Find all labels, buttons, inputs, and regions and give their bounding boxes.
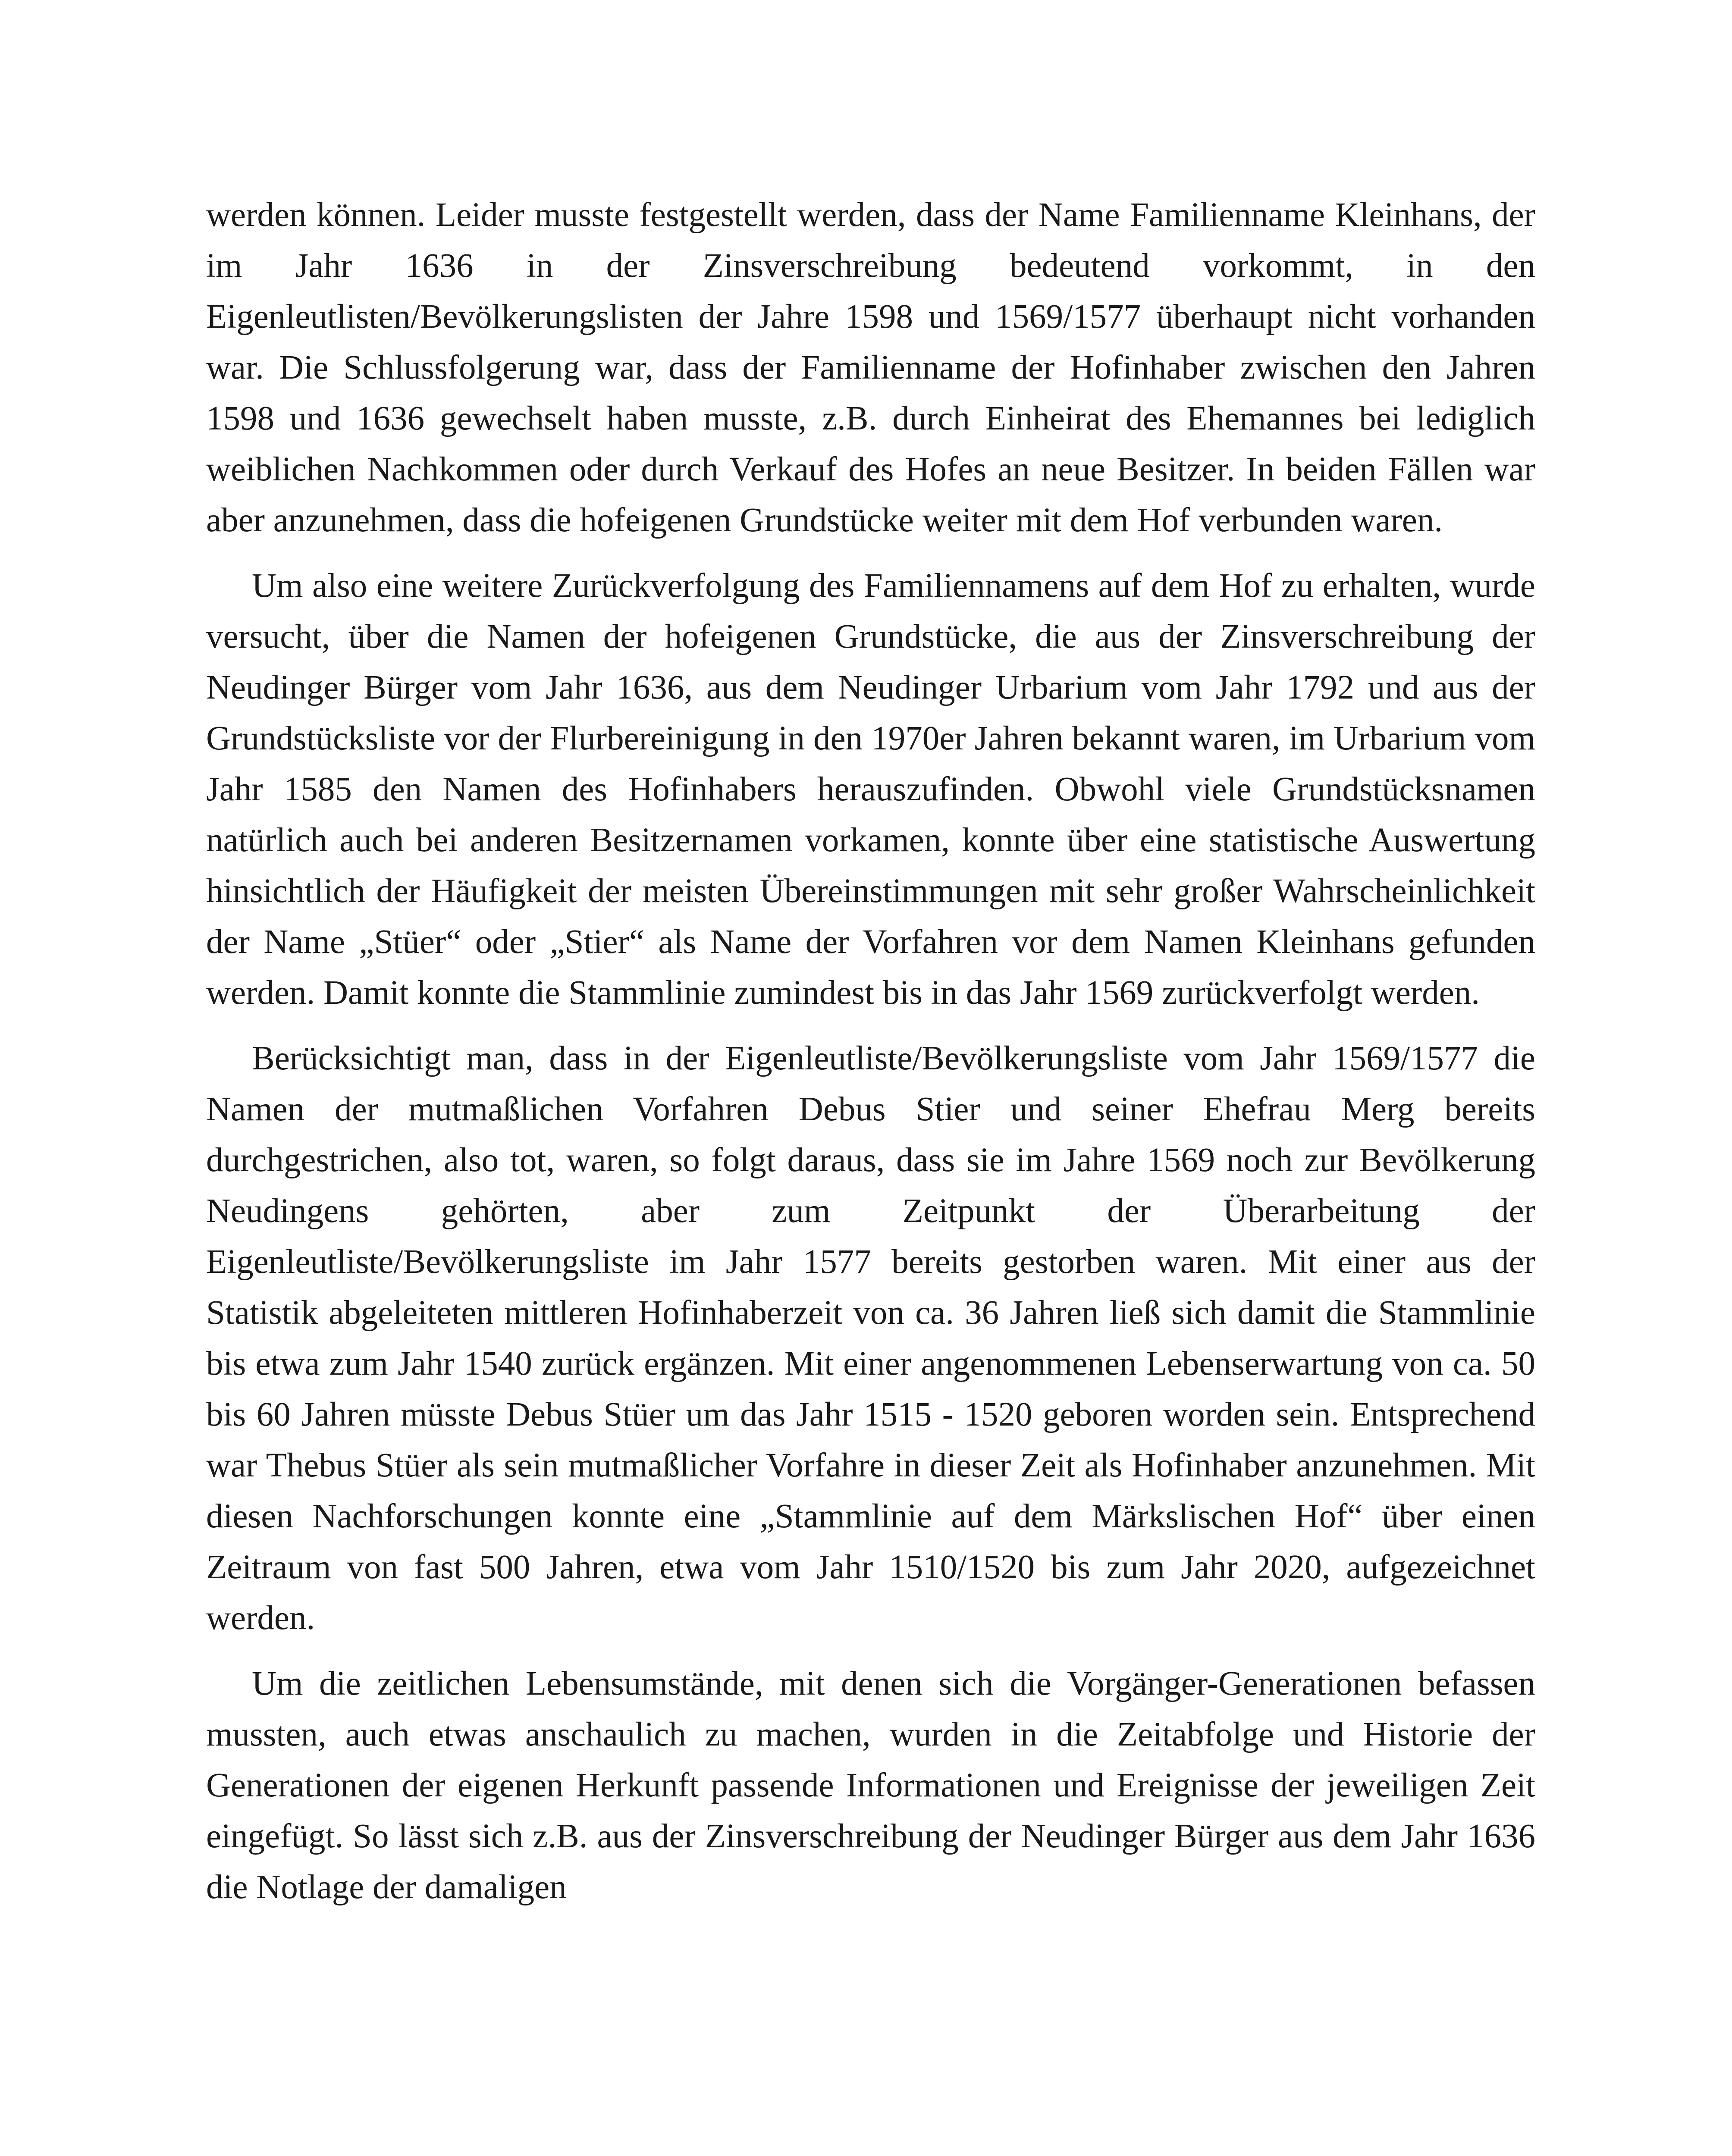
paragraph: werden können. Leider musste festgestellt werden, dass der Name Familienname Kleinhans, der im Jahr 1636 in der Zinsverschreibung bedeutend vorkommt, in den Eigenleutlisten/Bevölkerungslisten der Jahre 1598 und 1569/1577 überhaupt nicht vorhanden war. Die Schlussfolgerung war, dass der Familienname der Hofinhaber zwischen den Jahren 1598 und 1636 gewechselt haben musste, z.B. durch Einheirat des Ehemannes bei lediglich weiblichen Nachkommen oder durch Verkauf des Hofes an neue Besitzer. In beiden Fällen war aber anzunehmen, dass die hofeigenen Grundstücke weiter mit dem Hof verbunden waren. bbox=[206, 196, 1535, 539]
paragraph: Berücksichtigt man, dass in der Eigenleutliste/Bevölkerungsliste vom Jahr 1569/1577 die Namen der mutmaßlichen Vorfahren Debus Stier und seiner Ehefrau Merg bereits durchgestrichen, also tot, waren, so folgt daraus, dass sie im Jahre 1569 noch zur Bevölkerung Neudingens gehörten, aber zum Zeitpunkt der Überarbeitung der Eigenleutliste/Bevölkerungsliste im Jahr 1577 bereits gestorben waren. Mit einer aus der Statistik abgeleiteten mittleren Hofinhaberzeit von ca. 36 Jahren ließ sich damit die Stammlinie bis etwa zum Jahr 1540 zurück ergänzen. Mit einer angenommenen Lebenserwartung von ca. 50 bis 60 Jahren müsste Debus Stüer um das Jahr 1515 - 1520 geboren worden sein. Entsprechend war Thebus Stüer als sein mutmaßlicher Vorfahre in dieser Zeit als Hofinhaber anzunehmen. Mit diesen Nachforschungen konnte eine „Stammlinie auf dem Märkslischen Hof“ über einen Zeitraum von fast 500 Jahren, etwa vom Jahr 1510/1520 bis zum Jahr 2020, aufgezeichnet werden. bbox=[206, 1040, 1535, 1637]
paragraph: Um die zeitlichen Lebensumstände, mit denen sich die Vorgänger-Generationen befassen mussten, auch etwas anschaulich zu machen, wurden in die Zeitabfolge und Historie der Generationen der eigenen Herkunft passende Informationen und Ereignisse der jeweiligen Zeit eingefügt. So lässt sich z.B. aus der Zinsverschreibung der Neudinger Bürger aus dem Jahr 1636 die Notlage der damaligen bbox=[206, 1665, 1535, 1906]
paragraph: Um also eine weitere Zurückverfolgung des Familiennamens auf dem Hof zu erhalten, wurde versucht, über die Namen der hofeigenen Grundstücke, die aus der Zinsverschreibung der Neudinger Bürger vom Jahr 1636, aus dem Neudinger Urbarium vom Jahr 1792 und aus der Grundstücksliste vor der Flurbereinigung in den 1970er Jahren bekannt waren, im Urbarium vom Jahr 1585 den Namen des Hofinhabers herauszufinden. Obwohl viele Grundstücksnamen natürlich auch bei anderen Besitzernamen vorkamen, konnte über eine statistische Auswertung hinsichtlich der Häufigkeit der meisten Übereinstimmungen mit sehr großer Wahrscheinlichkeit der Name „Stüer“ oder „Stier“ als Name der Vorfahren vor dem Namen Kleinhans gefunden werden. Damit konnte die Stammlinie zumindest bis in das Jahr 1569 zurückverfolgt werden. bbox=[206, 567, 1535, 1012]
body-text bbox=[206, 190, 1535, 1927]
